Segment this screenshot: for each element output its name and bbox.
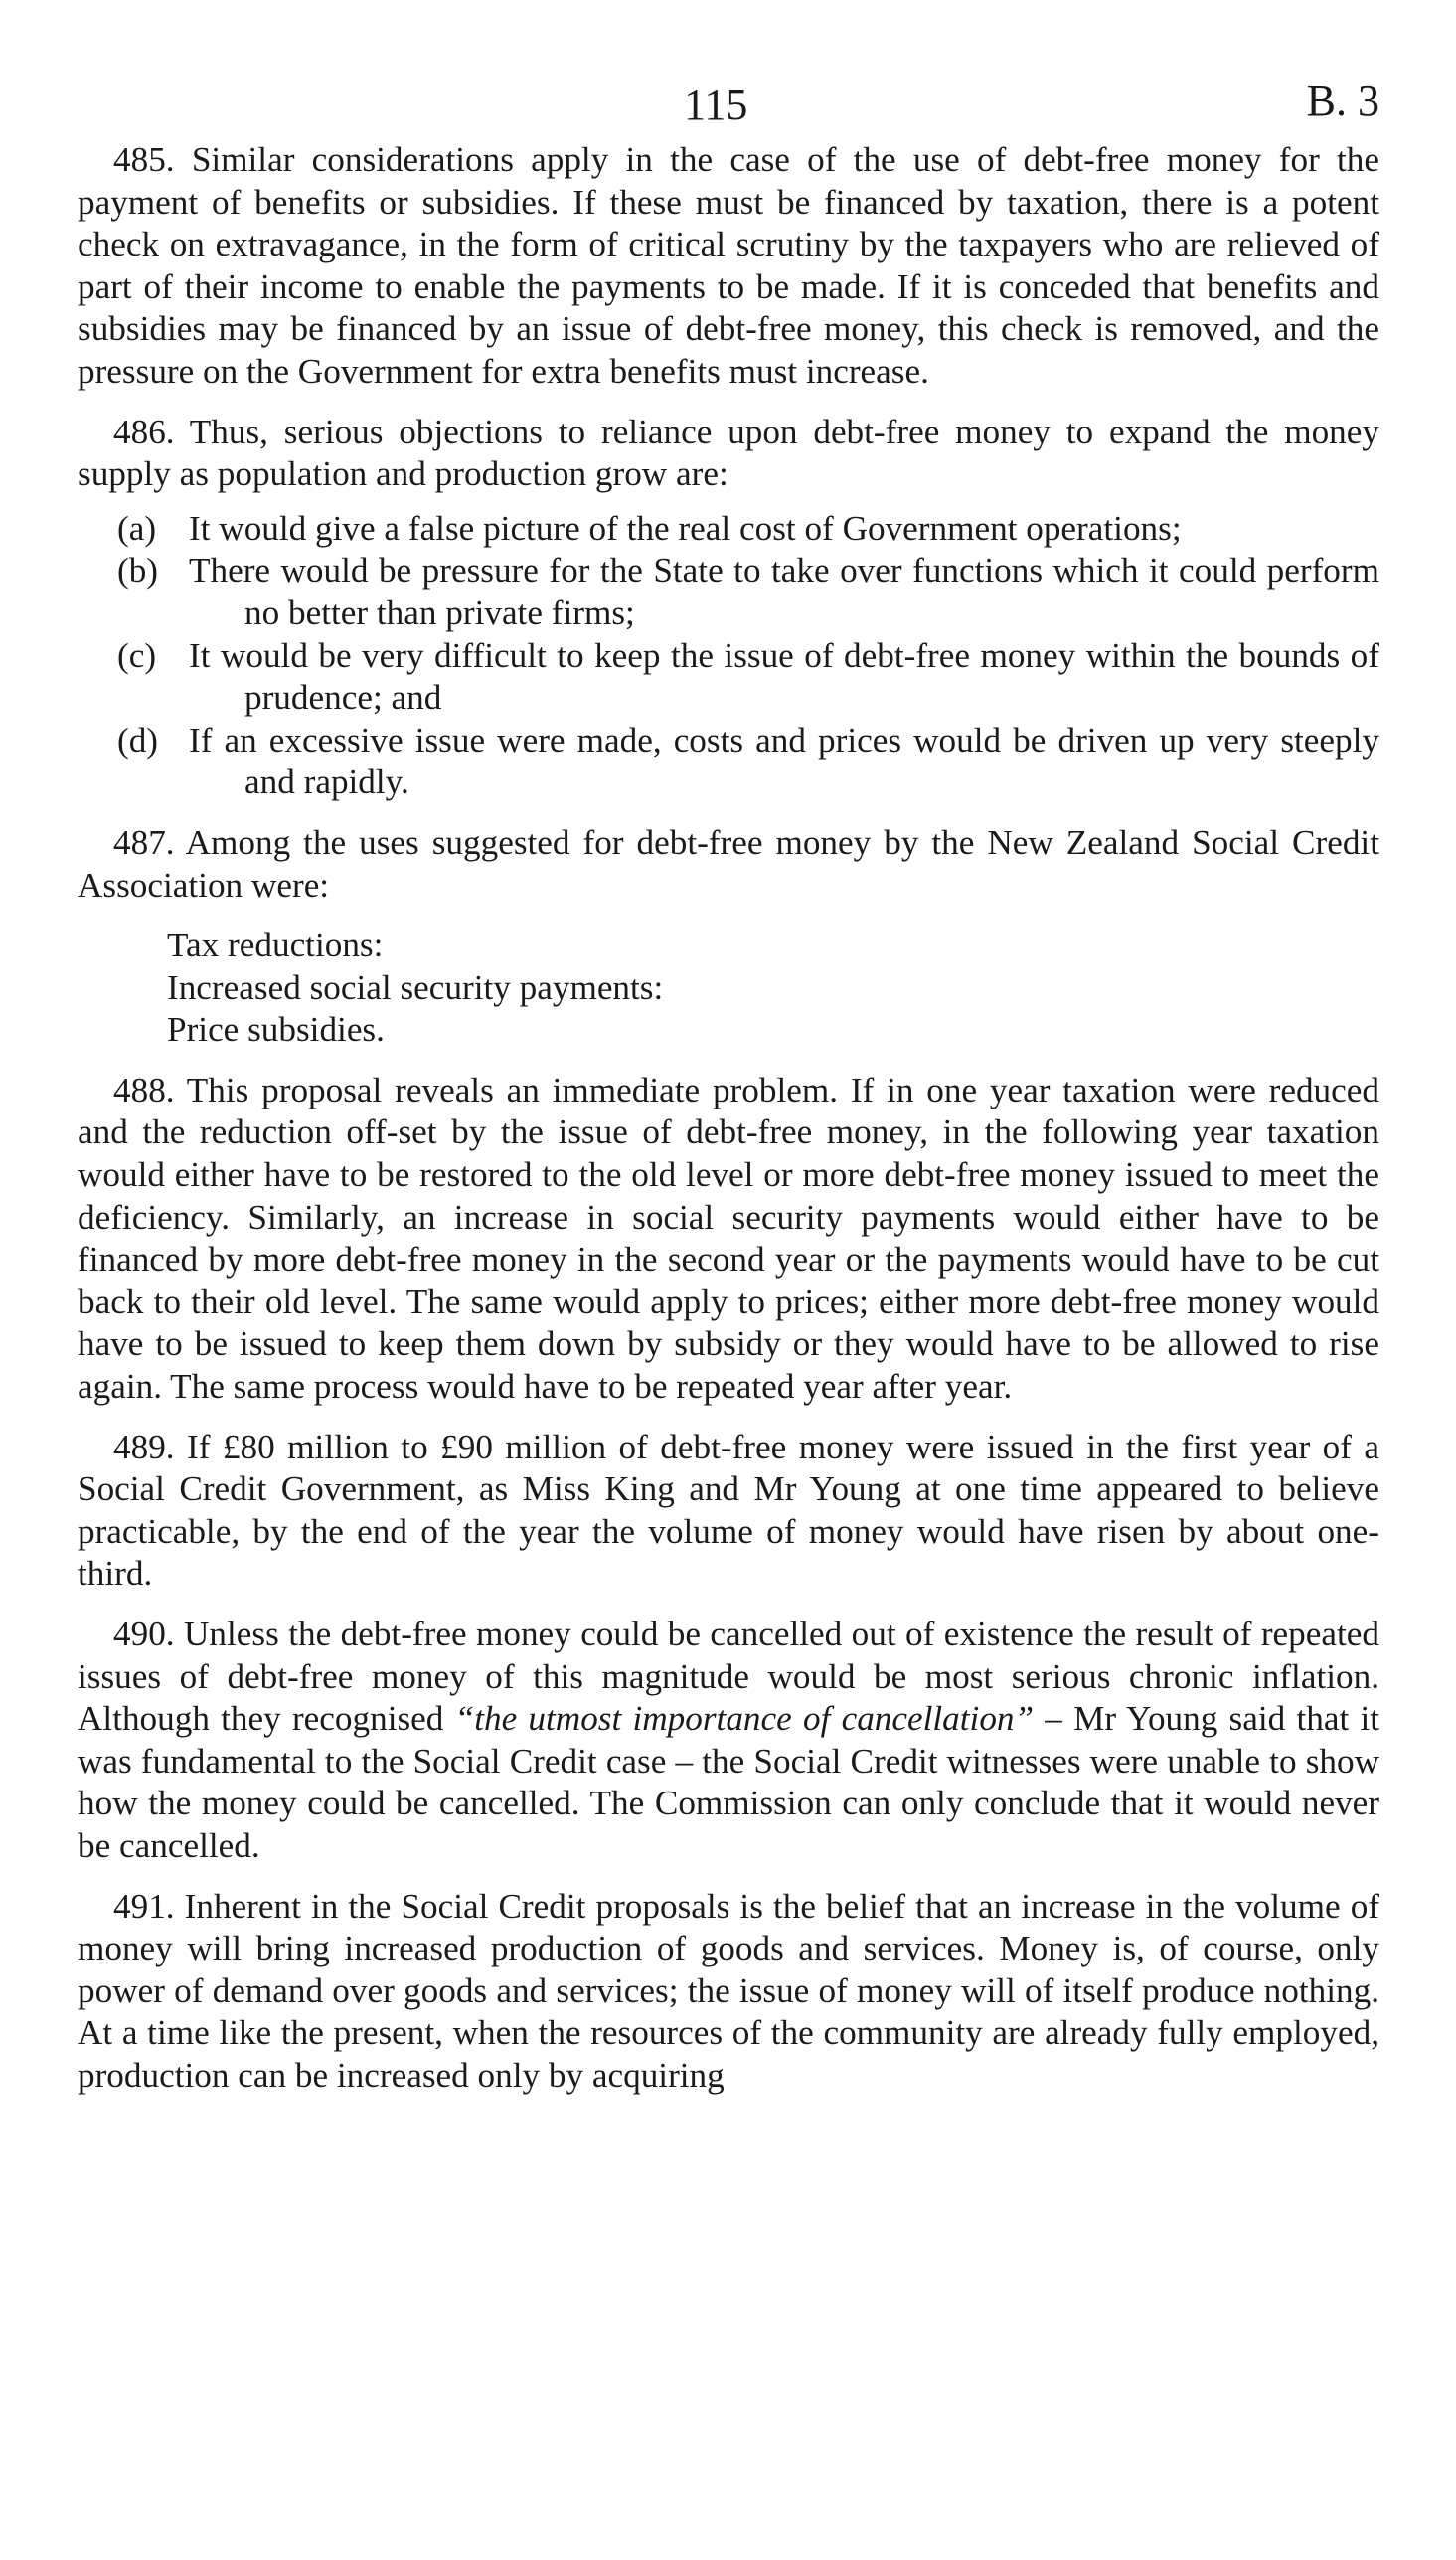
paragraph-487 xyxy=(78,822,1379,907)
paragraph-486 xyxy=(78,412,1379,496)
paragraph-number: 487. xyxy=(113,822,175,862)
paragraph-number: 491. xyxy=(113,1886,175,1926)
page-number: 115 xyxy=(684,81,748,129)
paragraph-number: 489. xyxy=(113,1427,175,1466)
objections-list xyxy=(78,508,1379,804)
suggested-uses-list xyxy=(78,925,1379,1052)
list-item xyxy=(78,550,1379,634)
list-item xyxy=(78,508,1379,551)
list-marker: (a) xyxy=(117,508,157,548)
list-item-text: If an excessive issue were made, costs and prices would be driven up very steeply and rapidly. xyxy=(189,720,1379,802)
list-item-text: It would give a false picture of the real cost of Government operations; xyxy=(189,508,1182,548)
list-item xyxy=(78,635,1379,720)
paragraph-number: 485. xyxy=(113,140,175,179)
page-reference: B. 3 xyxy=(1306,77,1379,125)
quoted-text: “the utmost importance of cancellation” xyxy=(454,1699,1035,1739)
paragraph-text: Unless the debt-free money could be cancelled out of existence the result of repeated issues of debt-free money of this magnitude would be most serious chronic inflation. Although they recognised xyxy=(78,1615,1379,1739)
paragraph-485 xyxy=(78,139,1379,394)
paragraph-text: If £80 million to £90 million of debt-free money were issued in the first year of a Social Credit Government, as Miss King and Mr Young at one time appeared to believe practicable, by the end of the year the volume of money would have risen by about one-third. xyxy=(78,1427,1380,1594)
paragraph-text: – Mr Young said that it was fundamental to the Social Credit case – the Social Credit witnesses were unable to show how the money could be cancelled. The Commission can only conclude that it would never be cancelled. xyxy=(78,1699,1379,1865)
list-item-text: There would be pressure for the State to take over functions which it could perform no better than private firms; xyxy=(189,551,1379,632)
paragraph-number: 488. xyxy=(113,1070,175,1109)
document-page xyxy=(78,70,1379,2116)
list-marker: (b) xyxy=(117,551,159,591)
paragraph-text: Inherent in the Social Credit proposals is the belief that an increase in the volume of money will bring increased production of goods and services. Money is, of course, only power of demand over goods and services; the issue of money will of itself produce nothing. At a time like the present, when the resources of the community are already fully employed, production can be increased only by acquiring xyxy=(78,1886,1380,2095)
paragraph-text: Similar considerations apply in the case of the use of debt-free money for the payment of benefits or subsidies. If these must be financed by taxation, there is a potent check on extravagance, in the form of critical scrutiny by the taxpayers who are relieved of part of their income to enable the payments to be made. If it is conceded that benefits and subsidies may be financed by an issue of debt-free money, this check is removed, and the pressure on the Government for extra benefits must increase. xyxy=(78,140,1379,391)
list-item-text: It would be very difficult to keep the issue of debt-free money within the bounds of prudence; and xyxy=(189,635,1379,718)
list-item: Tax reductions: xyxy=(167,926,384,965)
paragraph-text: Among the uses suggested for debt-free money by the New Zealand Social Credit Association were: xyxy=(78,822,1379,905)
paragraph-number: 490. xyxy=(113,1615,175,1653)
paragraph-491 xyxy=(78,1886,1379,2098)
list-marker: (d) xyxy=(117,720,159,760)
page-header xyxy=(78,70,1379,139)
paragraph-488 xyxy=(78,1070,1379,1409)
paragraph-490 xyxy=(78,1614,1379,1868)
list-marker: (c) xyxy=(117,635,157,675)
paragraph-489 xyxy=(78,1427,1379,1596)
paragraph-number: 486. xyxy=(113,412,175,451)
list-item xyxy=(78,720,1379,804)
paragraph-text: This proposal reveals an immediate problem. If in one year taxation were reduced and the reduction off-set by the issue of debt-free money, in the following year taxation would either have to be restored to the old level or more debt-free money issued to meet the deficiency. Similarly, an increase in social security payments would either have to be financed by more debt-free money in the second year or the payments would have to be cut back to their old level. The same would apply to prices; either more debt-free money would have to be issued to keep them down by subsidy or they would have to be allowed to rise again. The same process would have to be repeated year after year. xyxy=(78,1070,1379,1407)
list-item: Increased social security payments: xyxy=(167,967,664,1007)
list-item: Price subsidies. xyxy=(167,1010,385,1050)
paragraph-text: Thus, serious objections to reliance upon debt-free money to expand the money supply as population and production grow are: xyxy=(78,412,1379,494)
